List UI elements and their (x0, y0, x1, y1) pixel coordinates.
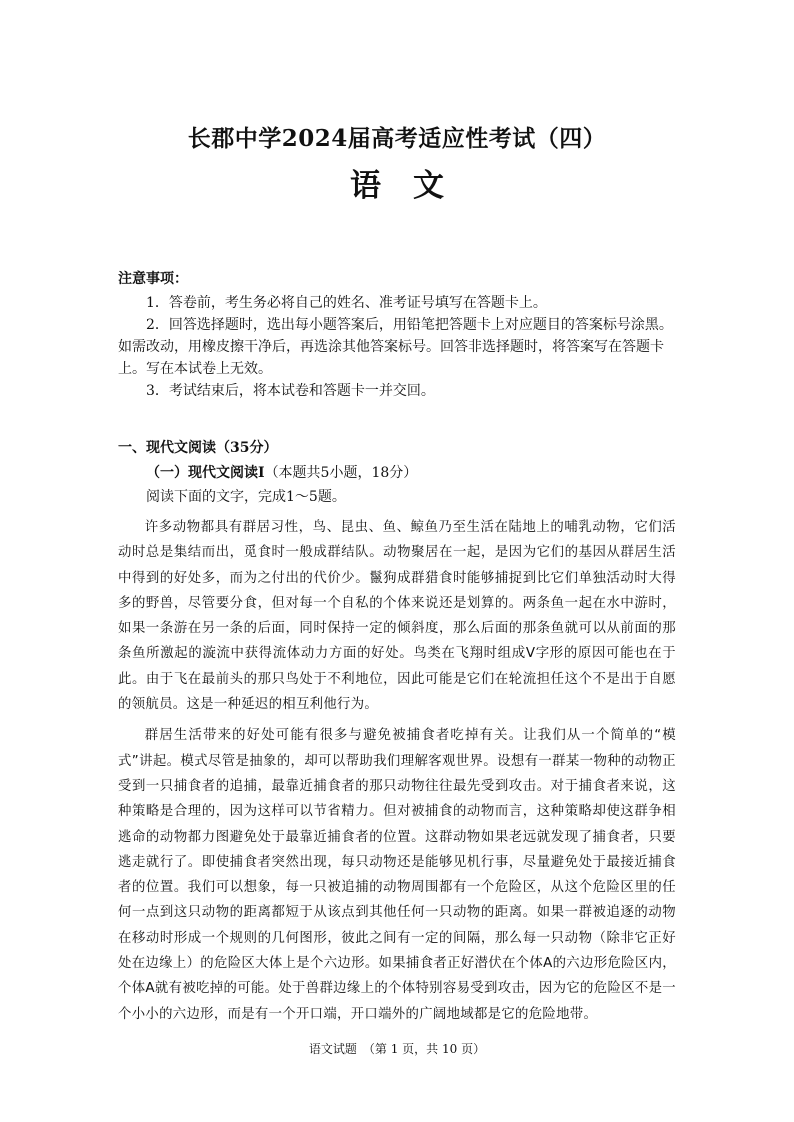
notice-heading: 注意事项： (118, 271, 188, 287)
section-heading: 一、现代文阅读（35分） (118, 440, 278, 456)
subsection-heading (118, 462, 676, 484)
reading-section (118, 437, 676, 508)
passage-paragraph: 群居生活带来的好处可能有很多与避免被捕食者吃掉有关。让我们从一个简单的“模式”讲起。模式尽管是抽象的，却可以帮助我们理解客观世界。设想有一群某一物种的动物正受到一只捕食者的追捕，最靠近捕食者的那只动物往往最先受到攻击。对于捕食者来说，这种策略是合理的，因为这样可以节省精力。但对被捕食的动物而言，这种策略却使这群争相逃命的动物都力图避免处于最靠近捕食者的位置。这群动物如果老远就发现了捕食者，只要逃走就行了。即使捕食者突然出现，每只动物还是能够见机行事，尽量避免处于最接近捕食者的位置。我们可以想象，每一只被追捕的动物周围都有一个危险区，从这个危险区里的任何一点到这只动物的距离都短于从该点到其他任何一只动物的距离。如果一群被追逐的动物在移动时形成一个规则的几何图形，彼此之间有一定的间隔，那么每一只动物（除非它正好处在边缘上）的危险区大体上是个六边形。如果捕食者正好潜伏在个体A的六边形危险区内，个体A就有被吃掉的可能。处于兽群边缘上的个体特别容易受到攻击，因为它的危险区不是一个小小的六边形，而是有一个开口端，开口端外的广阔地域都是它的危险地带。 (118, 728, 676, 1022)
notice-item: 1．答卷前，考生务必将自己的姓名、准考证号填写在答题卡上。 (146, 295, 547, 311)
exam-title: 长郡中学2024届高考适应性考试（四） (187, 125, 607, 152)
notice-item: 3．考试结束后，将本试卷和答题卡一并交回。 (146, 383, 435, 399)
notice-block (118, 268, 676, 402)
notice-item: 2．回答选择题时，选出每小题答案后，用铅笔把答题卡上对应题目的答案标号涂黑。如需改动，用橡皮擦干净后，再选涂其他答案标号。回答非选择题时，将答案写在答题卡上。写在本试卷上无效。 (118, 317, 673, 377)
page-footer: 语文试题 （第 1 页，共 10 页） (308, 1042, 486, 1056)
reading-passage (118, 515, 676, 1027)
subsection-title: （一）现代文阅读Ⅰ (146, 465, 265, 481)
reading-instruction: 阅读下面的文字，完成1～5题。 (146, 489, 346, 505)
subsection-note: （本题共5小题，18分） (264, 465, 418, 481)
subject-title: 语文 (350, 168, 476, 204)
passage-paragraph: 许多动物都具有群居习性，鸟、昆虫、鱼、鲸鱼乃至生活在陆地上的哺乳动物，它们活动时总是集结而出，觅食时一般成群结队。动物聚居在一起，是因为它们的基因从群居生活中得到的好处多，而为之付出的代价少。鬣狗成群猎食时能够捕捉到比它们单独活动时大得多的野兽，尽管要分食，但对每一个自私的个体来说还是划算的。两条鱼一起在水中游时，如果一条游在另一条的后面，同时保持一定的倾斜度，那么后面的那条鱼就可以从前面的那条鱼所激起的漩流中获得流体动力方面的好处。鸟类在飞翔时组成V字形的原因可能也在于此。由于飞在最前头的那只鸟处于不利地位，因此可能是它们在轮流担任这个不是出于自愿的领航员。这是一种延迟的相互利他行为。 (118, 520, 676, 713)
